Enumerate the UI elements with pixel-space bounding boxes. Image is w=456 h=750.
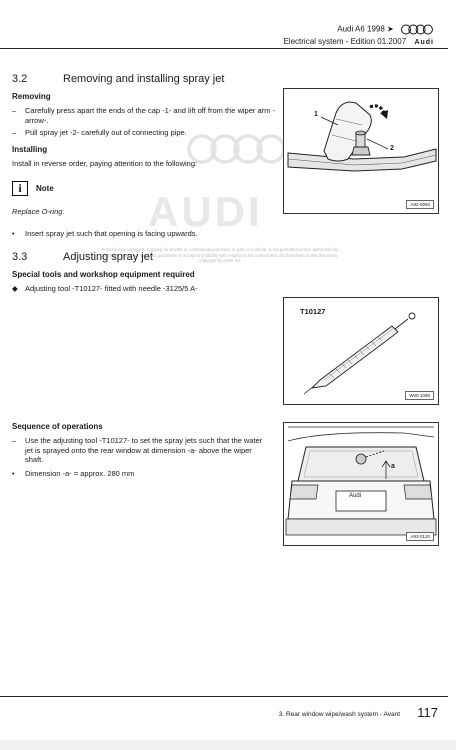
note-text: Replace O-ring. [12,207,65,216]
adjusting-tool-figure [283,297,439,405]
dash-marker: – [12,106,17,115]
badge-text: Audi [349,493,362,499]
spray-jet-bullet: Insert spray jet such that opening is facing upwards. [25,229,198,238]
header-model: Audi A6 1998 ➤ [337,24,394,34]
watermark-brand: AUDI [148,188,263,235]
tools-heading: Special tools and workshop equipment required [12,270,195,279]
info-icon: i [12,181,28,196]
installing-heading: Installing [12,145,48,154]
removing-heading: Removing [12,92,51,101]
section-3-3-title: Adjusting spray jet [63,251,153,263]
bullet-marker: • [12,229,15,238]
rear-window-drawing [284,423,438,545]
spray-jet-drawing [284,89,438,213]
section-3-2-number: 3.2 [12,73,28,85]
label-spray-jet: 2 [390,145,394,152]
watermark-copyright: Protected by copyright. Copying for private or commercial purposes, in part or in whole, is not permitted unless authorised by AUDI AG. AUDI AG does not guarantee or accept any liability with respect to the correctness of information in this document. Copyright by AUDI AG. [101,247,339,264]
header-edition-line [283,37,434,46]
footer-divider [0,696,448,697]
dimension-text: Dimension -a- = approx. 280 mm [25,469,135,478]
figure-code: A92-0060 [406,200,434,209]
section-3-3-number: 3.3 [12,251,28,263]
figure-code: A92-0120 [406,532,434,541]
label-dimension-a: a [391,463,395,470]
dash-marker: – [12,436,17,445]
bullet-marker: • [12,469,15,478]
audi-rings-icon [400,24,434,35]
tool-figure-title: T10127 [300,307,326,316]
label-cap: 1 [314,111,318,118]
tool-item: Adjusting tool -T10127- fitted with needle -3125/5 A- [25,284,198,293]
diamond-marker: ◆ [12,284,18,293]
removing-step-2: Pull spray jet -2- carefully out of connecting pipe. [25,128,187,137]
sequence-step: Use the adjusting tool -T10127- to set the spray jets such that the water jet is sprayed onto the rear window at dimension -a- above the wiper shaft. [25,436,263,464]
figure-code: W00-1080 [405,391,434,400]
note-label: Note [36,184,54,193]
bottom-band [0,740,456,750]
section-3-2-title: Removing and installing spray jet [63,73,225,85]
header-model-line [337,24,434,35]
dash-marker: – [12,128,17,137]
header-brand: Audi [414,39,434,46]
spray-jet-figure [283,88,439,214]
installing-text: Install in reverse order, paying attention to the following: [12,159,198,168]
page-number: 117 [417,705,438,720]
header-edition: Electrical system - Edition 01.2007 [283,37,407,46]
rear-window-figure [283,422,439,546]
sequence-heading: Sequence of operations [12,422,103,431]
removing-step-1: Carefully press apart the ends of the cap -1- and lift off from the wiper arm -arrow-. [25,106,275,125]
header-divider [0,48,448,49]
footer-chapter: 3. Rear window wipe/wash system - Avant [278,711,400,718]
